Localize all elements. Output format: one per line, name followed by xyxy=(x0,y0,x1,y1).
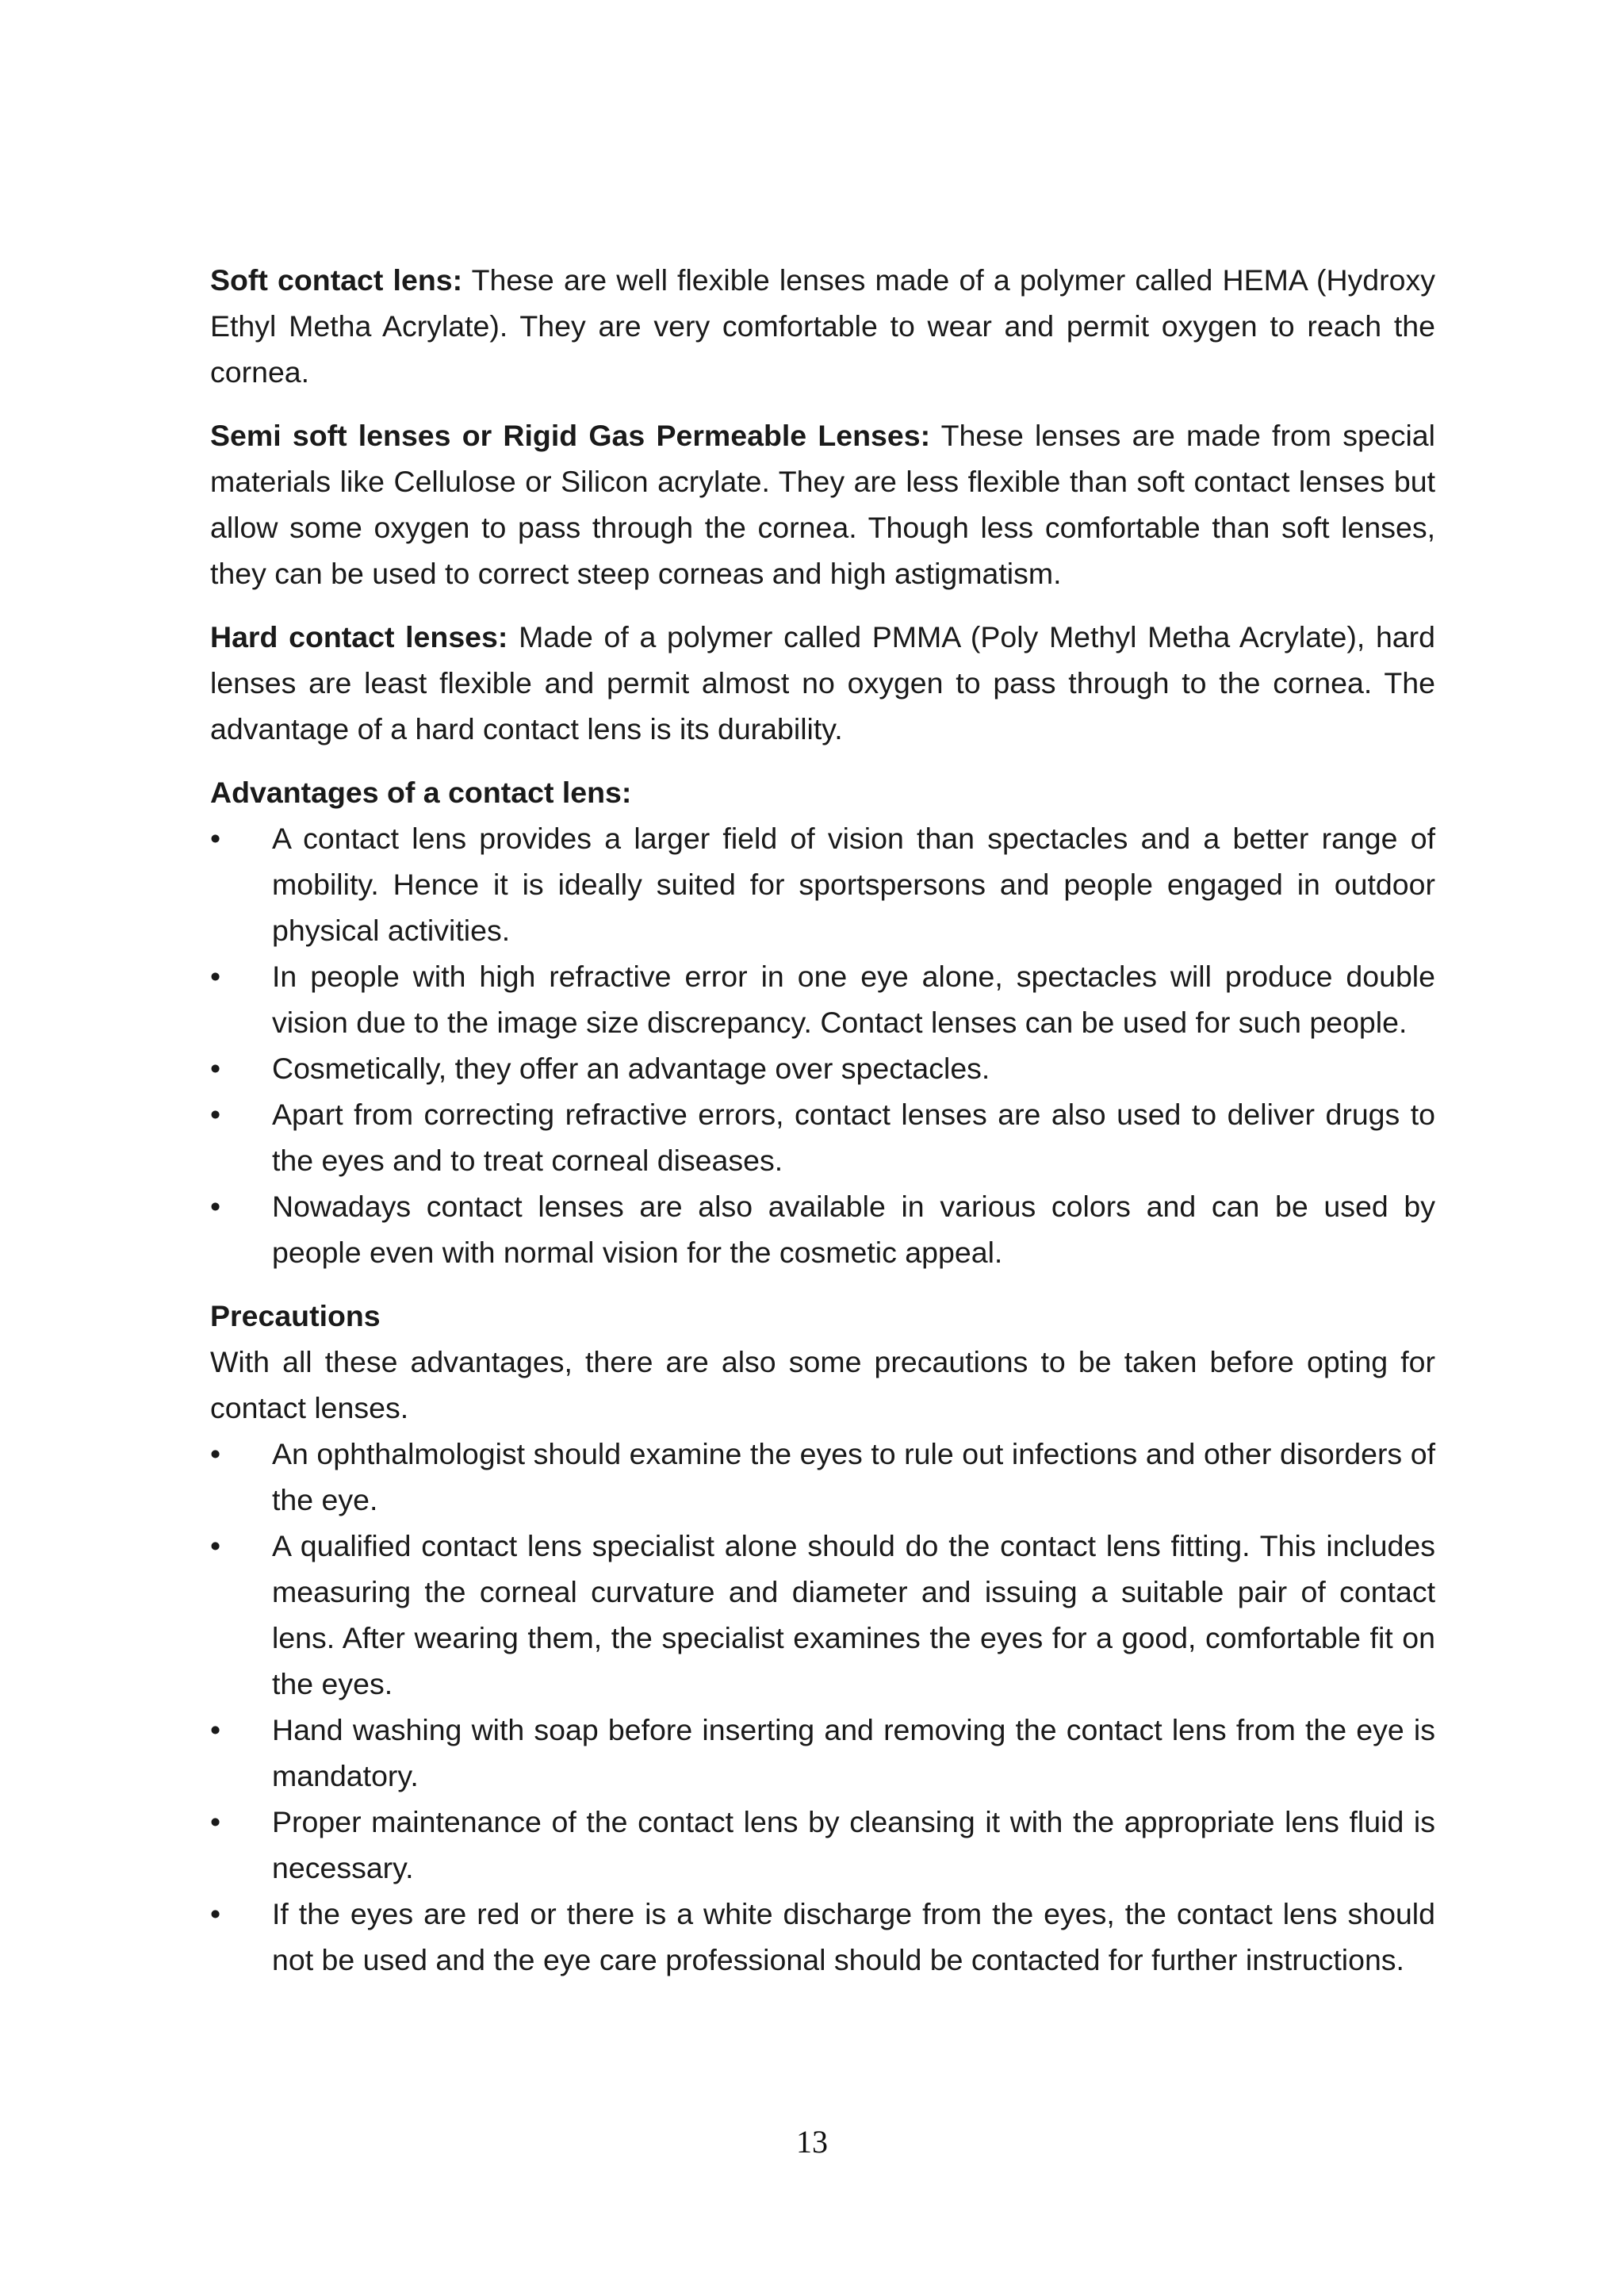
document-body xyxy=(210,257,1435,2000)
bullet: • xyxy=(210,1529,221,1562)
list-item-text: Cosmetically, they offer an advantage over spectacles. xyxy=(272,1052,990,1085)
text-semi-soft-lenses: These lenses are made from special materials like Cellulose or Silicon acrylate. They are less flexible than soft contact lenses but allow some oxygen to pass through the cornea. Though less comfortable than soft lenses, they can be used to correct steep corneas and high astigmatism. xyxy=(210,419,1435,590)
list-item xyxy=(210,1523,1435,1707)
list-item xyxy=(210,1891,1435,1983)
bullet: • xyxy=(210,1897,221,1930)
list-item xyxy=(210,1183,1435,1275)
list-item-text: In people with high refractive error in one eye alone, spectacles will produce double vision due to the image size discrepancy. Contact lenses can be used for such people. xyxy=(272,960,1435,1039)
bullet: • xyxy=(210,1190,221,1223)
precautions-heading: Precautions xyxy=(210,1299,381,1332)
precautions-list xyxy=(210,1431,1435,1983)
list-item-text: Proper maintenance of the contact lens by cleansing it with the appropriate lens fluid is necessary. xyxy=(272,1805,1435,1884)
list-item xyxy=(210,953,1435,1045)
list-item-text: A contact lens provides a larger field of vision than spectacles and a better range of mobility. Hence it is ideally suited for sportspersons and people engaged in outdoor physical activities. xyxy=(272,822,1435,947)
advantages-list xyxy=(210,815,1435,1275)
bullet: • xyxy=(210,1052,221,1085)
text-hard-contact-lenses: Made of a polymer called PMMA (Poly Methyl Metha Acrylate), hard lenses are least flexible and permit almost no oxygen to pass through to the cornea. The advantage of a hard contact lens is its durability. xyxy=(210,620,1435,746)
list-item-text: Hand washing with soap before inserting and removing the contact lens from the eye is mandatory. xyxy=(272,1713,1435,1792)
term-hard-contact-lenses: Hard contact lenses: xyxy=(210,620,508,654)
list-item-text: A qualified contact lens specialist alone should do the contact lens fitting. This includes measuring the corneal curvature and diameter and issuing a suitable pair of contact lens. After wearing them, the specialist examines the eyes for a good, comfortable fit on the eyes. xyxy=(272,1529,1435,1700)
paragraph-hard-contact-lenses xyxy=(210,614,1435,752)
page-number: 13 xyxy=(796,2124,828,2160)
list-item xyxy=(210,1431,1435,1523)
term-soft-contact-lens: Soft contact lens: xyxy=(210,263,463,297)
bullet: • xyxy=(210,1437,221,1470)
bullet: • xyxy=(210,1805,221,1838)
list-item xyxy=(210,1707,1435,1799)
list-item-text: An ophthalmologist should examine the eyes to rule out infections and other disorders of the eye. xyxy=(272,1437,1435,1516)
list-item-text: Apart from correcting refractive errors, contact lenses are also used to deliver drugs to the eyes and to treat corneal diseases. xyxy=(272,1098,1435,1177)
list-item xyxy=(210,1799,1435,1891)
bullet: • xyxy=(210,822,221,855)
text-soft-contact-lens: These are well flexible lenses made of a polymer called HEMA (Hydroxy Ethyl Metha Acrylate). They are very comfortable to wear and permit oxygen to reach the cornea. xyxy=(210,263,1435,389)
list-item-text: If the eyes are red or there is a white discharge from the eyes, the contact lens should not be used and the eye care professional should be contacted for further instructions. xyxy=(272,1897,1435,1976)
bullet: • xyxy=(210,960,221,993)
term-semi-soft-lenses: Semi soft lenses or Rigid Gas Permeable Lenses: xyxy=(210,419,931,452)
bullet: • xyxy=(210,1098,221,1131)
bullet: • xyxy=(210,1713,221,1746)
list-item xyxy=(210,815,1435,953)
list-item xyxy=(210,1045,1435,1091)
paragraph-semi-soft-lenses xyxy=(210,412,1435,596)
list-item xyxy=(210,1091,1435,1183)
paragraph-soft-contact-lens xyxy=(210,257,1435,395)
advantages-heading: Advantages of a contact lens: xyxy=(210,776,632,809)
precautions-intro: With all these advantages, there are also some precautions to be taken before opting for contact lenses. xyxy=(210,1345,1435,1424)
list-item-text: Nowadays contact lenses are also available in various colors and can be used by people even with normal vision for the cosmetic appeal. xyxy=(272,1190,1435,1269)
